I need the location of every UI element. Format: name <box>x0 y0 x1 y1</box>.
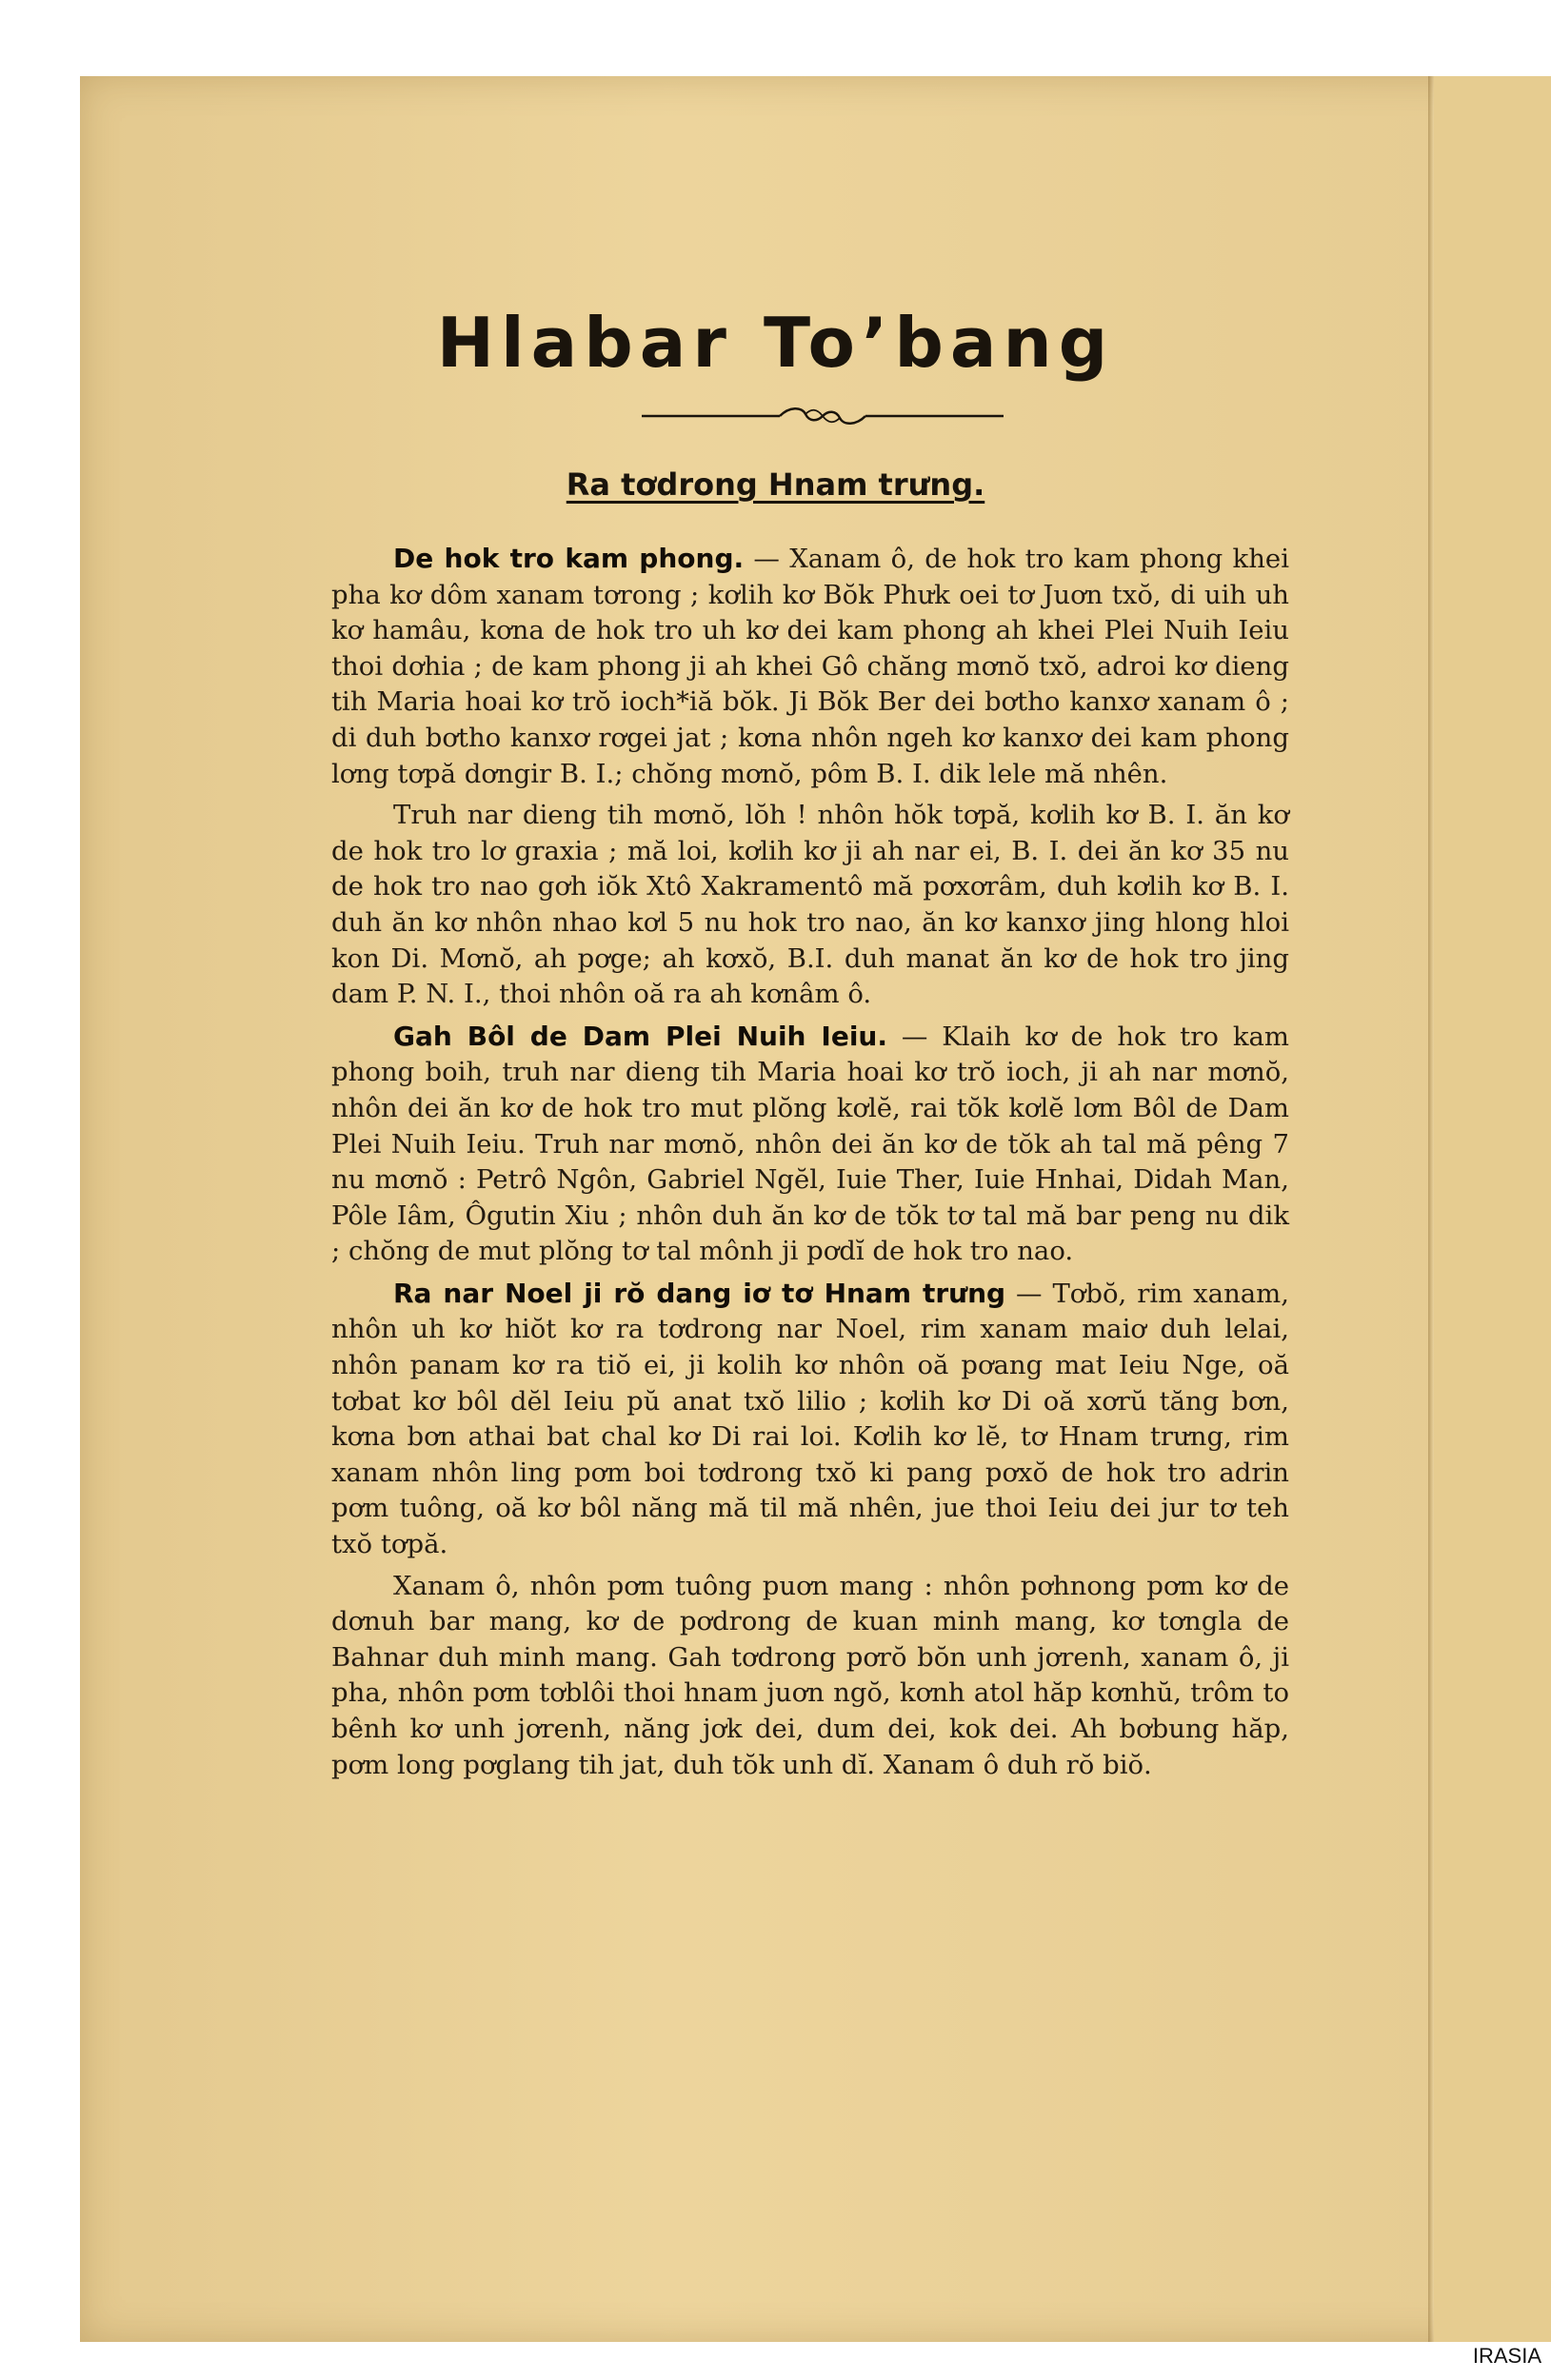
paragraph <box>331 798 1289 1013</box>
section-subtitle: Ra tơdrong Hnam trưng. <box>566 466 985 503</box>
paragraph <box>331 1019 1289 1270</box>
page-title: Hlabar To’bang <box>436 303 1115 383</box>
paragraph-heading: Gah Bôl de Dam Plei Nuih Ieiu. <box>393 1020 887 1052</box>
paragraph <box>331 1569 1289 1784</box>
paragraph-text: — Klaih kơ de hok tro kam phong boih, truh nar dieng tih Maria hoai kơ trŏ ioch, ji ah nar mơnŏ, nhôn dei ăn kơ de hok tro mut plŏng kơlĕ, rai tŏk kơlĕ lơm Bôl de Dam Plei Nuih Ieiu. Truh nar mơnŏ, nhôn dei ăn kơ de tŏk ah tal mă pêng 7 nu mơnŏ : Petrô Ngôn, Gabriel Ngĕl, Iuie Ther, Iuie Hnhai, Didah Man, Pôle Iâm, Ôgutin Xiu ; nhôn duh ăn kơ de tŏk tơ tal mă bar peng nu dik ; chŏng de mut plŏng tơ tal mônh ji pơdĭ de hok tro nao. <box>331 1021 1289 1267</box>
paragraph-text: — Xanam ô, de hok tro kam phong khei pha kơ dôm xanam tơrong ; kơlih kơ Bŏk Phưk oei tơ Juơn txŏ, di uih uh kơ hamâu, kơna de hok tro uh kơ dei kam phong ah khei Plei Nuih Ieiu thoi dơhia ; de kam phong ji ah khei Gô chăng mơnŏ txŏ, adroi kơ dieng tih Maria hoai kơ trŏ ioch*iă bŏk. Ji Bŏk Ber dei bơtho kanxơ xanam ô ; di duh bơtho kanxơ rơgei jat ; kơna nhôn ngeh kơ kanxơ dei kam phong lơng tơpă dơngir B. I.; chŏng mơnŏ, pôm B. I. dik lele mă nhên. <box>331 544 1289 789</box>
paragraph <box>331 541 1289 792</box>
article-body <box>331 541 1289 1789</box>
title-ornament <box>642 405 1004 427</box>
paragraph-text: Truh nar dieng tih mơnŏ, lŏh ! nhôn hŏk tơpă, kơlih kơ B. I. ăn kơ de hok tro lơ graxia ; mă loi, kơlih kơ ji ah nar ei, B. I. dei ăn kơ 35 nu de hok tro nao gơh iŏk Xtô Xakramentô mă pơxơrâm, duh kơlih kơ B. I. duh ăn kơ nhôn nhao kơl 5 nu hok tro nao, ăn kơ kanxơ jing hlong hloi kon Di. Mơnŏ, ah pơge; ah kơxŏ, B.I. duh manat ăn kơ de hok tro jing dam P. N. I., thoi nhôn oă ra ah kơnâm ô. <box>331 800 1289 1010</box>
paragraph-heading: Ra nar Noel ji rŏ dang iơ tơ Hnam trưng <box>393 1277 1006 1309</box>
paragraph-text: — Tơbŏ, rim xanam, nhôn uh kơ hiŏt kơ ra tơdrong nar Noel, rim xanam maiơ duh lelai, nhôn panam kơ ra tiŏ ei, ji kolih kơ nhôn oă pơang mat Ieiu Nge, oă tơbat kơ bôl dĕl Ieiu pŭ anat txŏ lilio ; kơlih kơ Di oă xơrŭ tăng bơn, kơna bơn athai bat chal kơ Di rai loi. Kơlih kơ lĕ, tơ Hnam trưng, rim xanam nhôn ling pơm boi tơdrong txŏ ki pang pơxŏ de hok tro adrin pơm tuông, oă kơ bôl năng mă til mă nhên, jue thoi Ieiu dei jur tơ teh txŏ tơpă. <box>331 1278 1289 1560</box>
paragraph <box>331 1276 1289 1563</box>
paragraph-heading: De hok tro kam phong. <box>393 543 745 574</box>
paper-fold-flap <box>1434 76 1551 2342</box>
paper-fold-crease <box>1428 76 1434 2342</box>
paragraph-text: Xanam ô, nhôn pơm tuông puơn mang : nhôn pơhnong pơm kơ de dơnuh bar mang, kơ de pơdrong de kuan minh mang, kơ tơngla de Bahnar duh minh mang. Gah tơdrong pơrŏ bŏn unh jơrenh, xanam ô, ji pha, nhôn pơm tơblôi thoi hnam juơn ngŏ, kơnh atol hăp kơnhŭ, trôm to bênh kơ unh jơrenh, năng jơk dei, dum dei, kok dei. Ah bơbung hăp, pơm long pơglang tih jat, duh tŏk unh dĭ. Xanam ô duh rŏ biŏ. <box>331 1570 1289 1780</box>
source-watermark: IRASIA <box>1472 2344 1541 2368</box>
